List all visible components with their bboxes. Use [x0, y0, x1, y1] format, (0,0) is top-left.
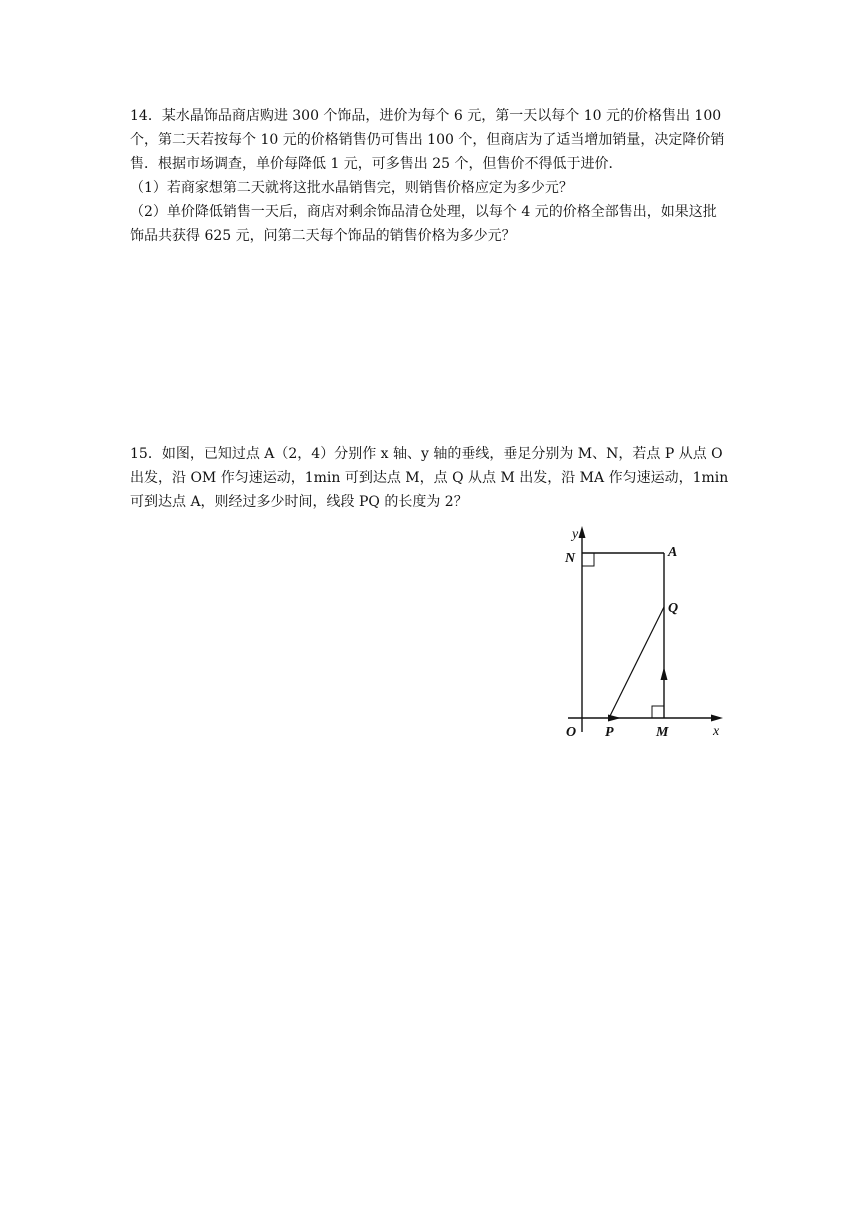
- right-angle-n: [582, 553, 594, 566]
- point-label-n: N: [565, 551, 576, 566]
- point-label-o: O: [566, 725, 577, 740]
- point-label-p: P: [605, 725, 614, 740]
- x-axis-label: x: [713, 724, 720, 739]
- coordinate-figure: [560, 522, 730, 746]
- point-label-q: Q: [668, 601, 679, 616]
- right-angle-m: [652, 706, 664, 718]
- x-axis-arrow-icon: [711, 715, 723, 722]
- problem-14-statement: 14．某水晶饰品商店购进 300 个饰品，进价为每个 6 元，第一天以每个 10 元的价格售出 100 个，第二天若按每个 10 元的价格销售仍可售出 100 个，但商店为了适当增加销量，决定降价销售．根据市场调查，单价每降低 1 元，可多售出 25 个，但售价不得低于进价．: [130, 108, 725, 172]
- p-motion-arrow-icon: [608, 715, 621, 722]
- y-axis-arrow-icon: [579, 526, 586, 538]
- point-label-m: M: [656, 725, 669, 740]
- figure-svg: [560, 522, 730, 746]
- problem-14-part-2: （2）单价降低销售一天后，商店对剩余饰品清仓处理，以每个 4 元的价格全部售出，如果这批饰品共获得 625 元，问第二天每个饰品的销售价格为多少元？: [130, 204, 717, 244]
- problem-14: [130, 104, 730, 248]
- problem-15-statement: 15．如图，已知过点 A（2，4）分别作 x 轴、y 轴的垂线，垂足分别为 M、N，若点 P 从点 O 出发，沿 OM 作匀速运动，1min 可到达点 M，点 Q 从点 M 出发，沿 MA 作匀速运动，1min 可到达点 A，则经过多少时间，线段 PQ 的长度为 2？: [130, 446, 729, 510]
- segment-pq: [609, 607, 664, 718]
- point-label-a: A: [668, 545, 678, 560]
- problem-15: [130, 442, 730, 514]
- problem-14-part-1: （1）若商家想第二天就将这批水晶销售完，则销售价格应定为多少元？: [130, 180, 573, 196]
- y-axis-label: y: [572, 527, 579, 542]
- q-motion-arrow-icon: [661, 667, 668, 680]
